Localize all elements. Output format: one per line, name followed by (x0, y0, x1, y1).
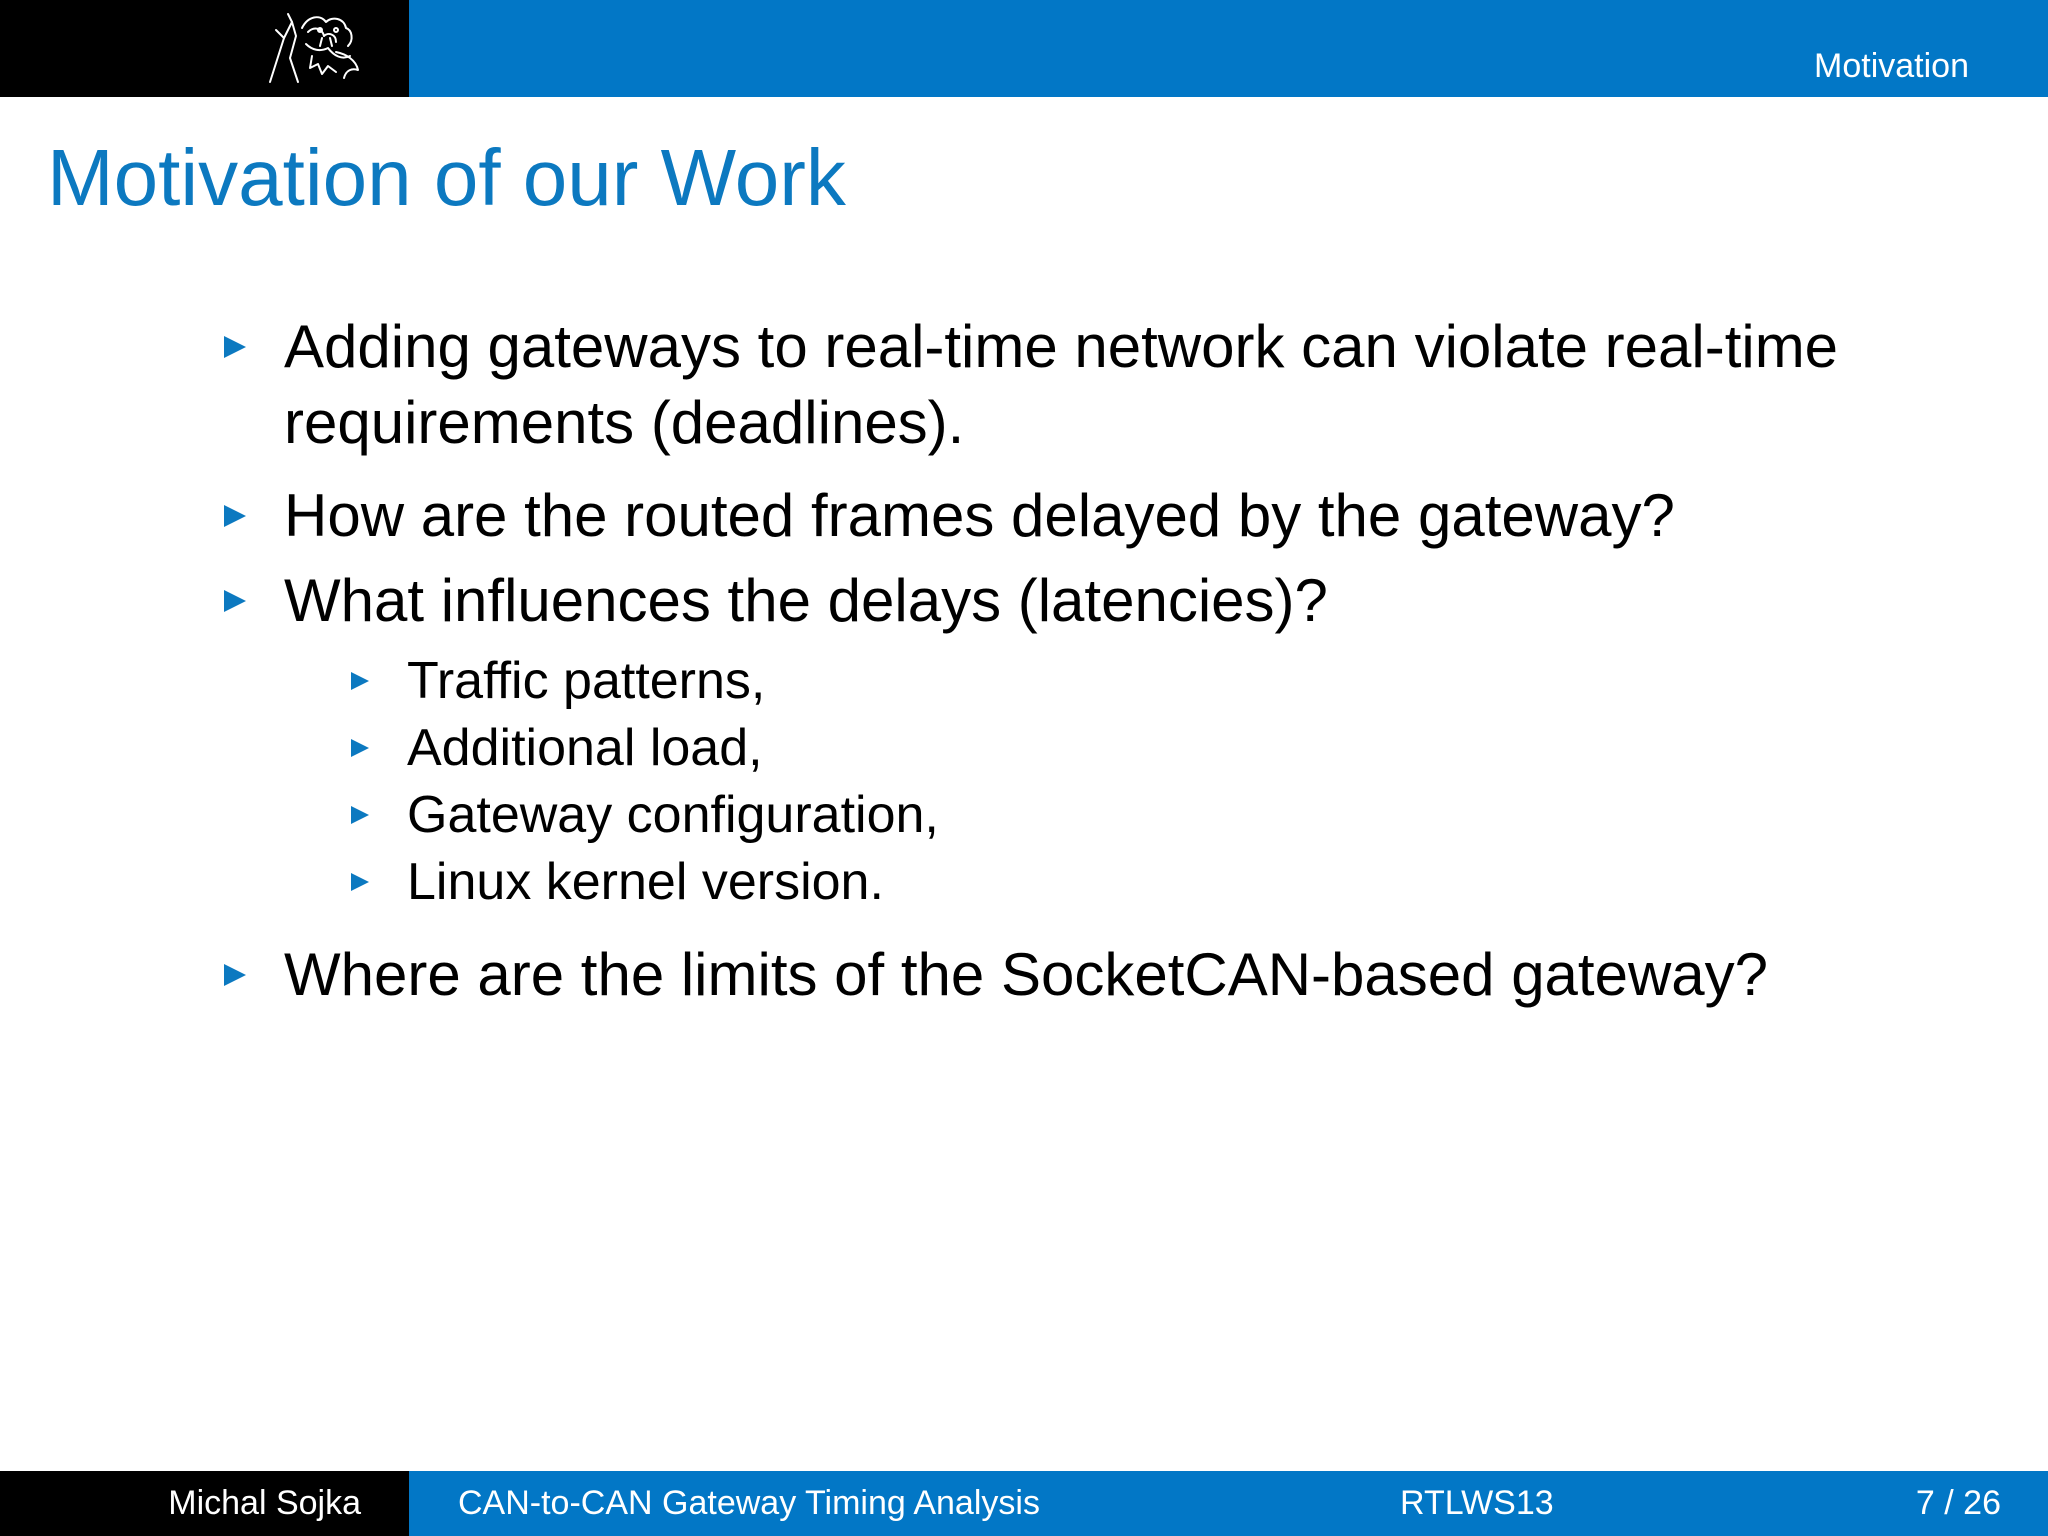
triangle-bullet-icon (224, 590, 246, 612)
list-item (284, 478, 1675, 554)
triangle-bullet-icon (224, 964, 246, 986)
header-accent-bar (409, 0, 2048, 97)
footer-author: Michal Sojka (168, 1484, 361, 1522)
footer-bar (0, 1471, 2048, 1536)
triangle-bullet-icon (351, 873, 369, 891)
section-label: Motivation (1814, 47, 1969, 85)
sub-list-item-text: Gateway configuration, (407, 786, 939, 844)
list-item (284, 563, 1328, 639)
footer-author-box (0, 1471, 409, 1536)
list-item-text: Where are the limits of the SocketCAN-based gateway? (284, 941, 1769, 1008)
triangle-bullet-icon (224, 336, 246, 358)
logo-box (0, 0, 409, 97)
sub-list-item (407, 782, 939, 848)
list-item (284, 937, 1768, 1013)
list-item (284, 309, 1838, 461)
header-bar (0, 0, 2048, 97)
sub-list-item (407, 715, 763, 781)
list-item-text-line: requirements (deadlines). (284, 389, 965, 456)
frame-title: Motivation of our Work (47, 133, 846, 222)
list-item-text-line: Adding gateways to real-time network can violate real-time (284, 313, 1839, 380)
sub-list-item-text: Traffic patterns, (407, 652, 766, 710)
list-item-text: How are the routed frames delayed by the gateway? (284, 482, 1675, 549)
footer-event: RTLWS13 (1400, 1484, 1554, 1522)
triangle-bullet-icon (224, 505, 246, 527)
footer-talk-title: CAN-to-CAN Gateway Timing Analysis (458, 1484, 1040, 1522)
sub-list-item-text: Additional load, (407, 719, 763, 777)
footer-page-number: 7 / 26 (1915, 1484, 2001, 1522)
sub-list-item (407, 648, 765, 714)
triangle-bullet-icon (351, 739, 369, 757)
university-lion-logo (262, 8, 362, 84)
triangle-bullet-icon (351, 672, 369, 690)
sub-list-item-text: Linux kernel version. (407, 853, 884, 911)
list-item-text: What influences the delays (latencies)? (284, 567, 1328, 634)
footer-info-box (409, 1471, 2048, 1536)
sub-list-item (407, 849, 884, 915)
triangle-bullet-icon (351, 806, 369, 824)
